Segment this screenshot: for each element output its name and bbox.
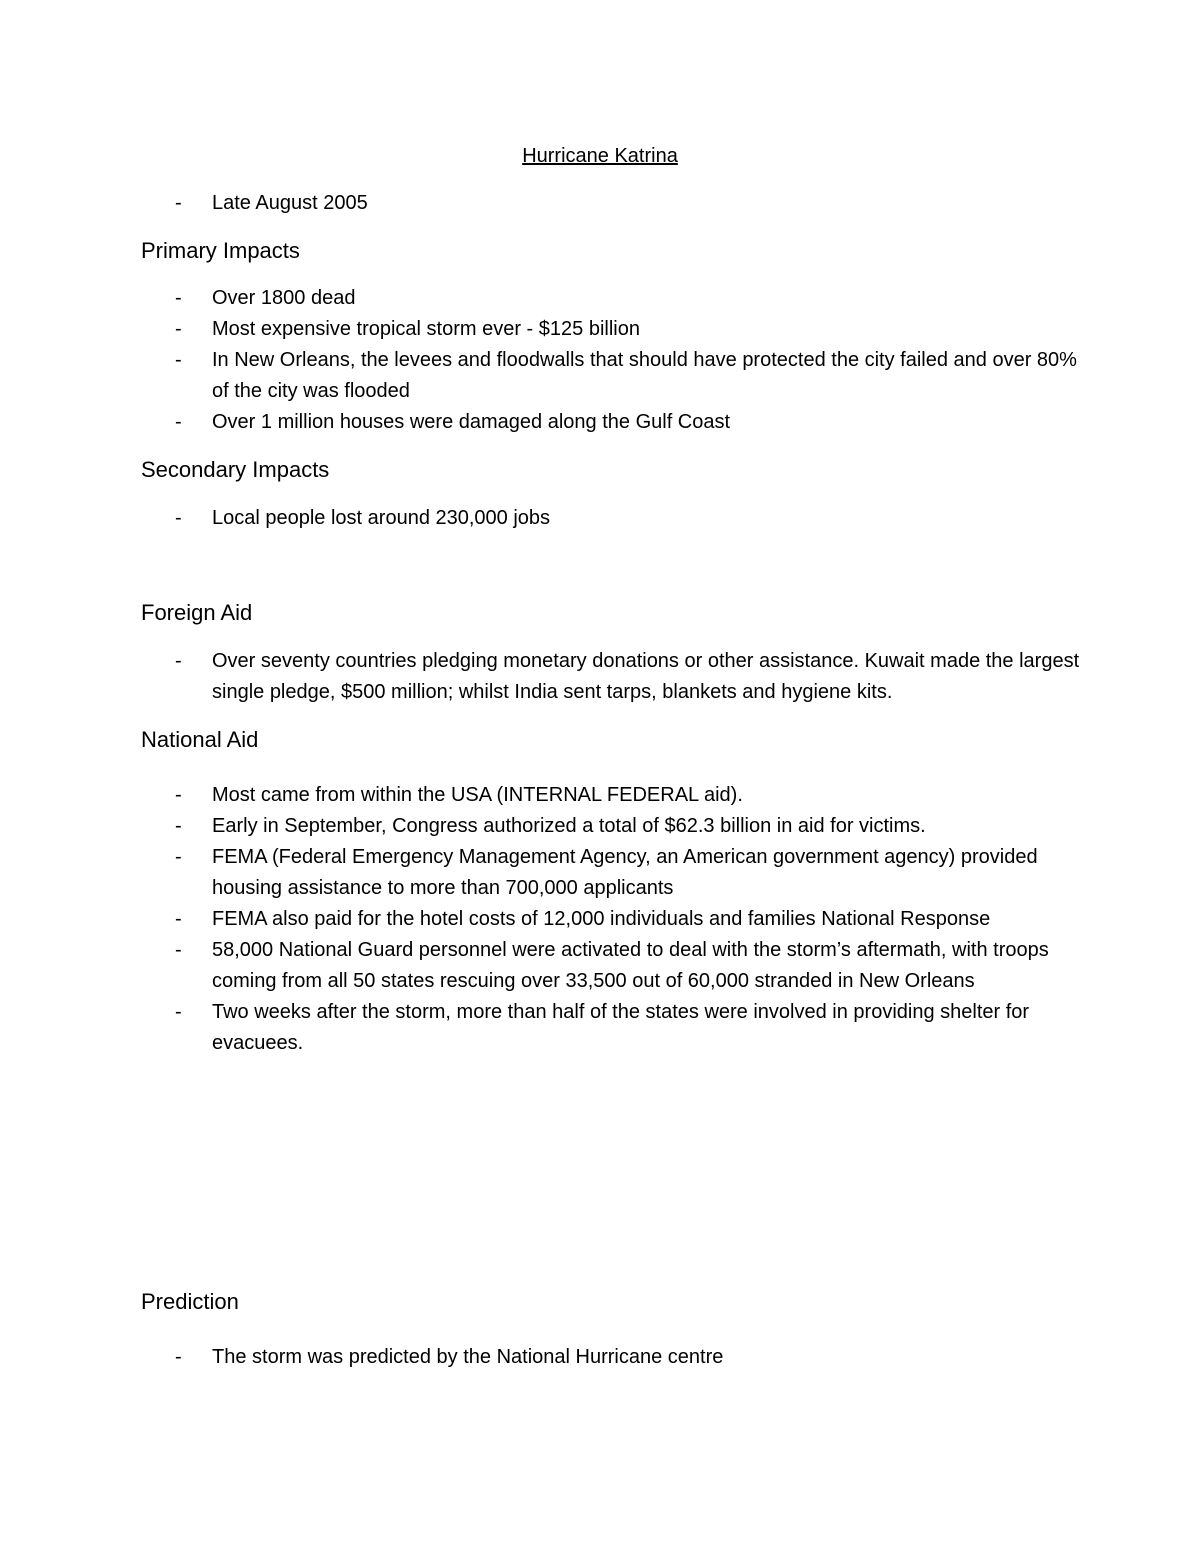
bullet-dash: - — [175, 192, 182, 214]
list-item-text: In New Orleans, the levees and floodwalls that should have protected the city failed and over 80% of the city was flooded — [212, 349, 1077, 402]
bullet-dash: - — [175, 318, 182, 340]
list-item-text: The storm was predicted by the National Hurricane centre — [212, 1346, 724, 1368]
list-item-text: Over 1 million houses were damaged along the Gulf Coast — [212, 411, 731, 433]
section-heading-prediction: Prediction — [141, 1289, 239, 1314]
section-heading-foreign-aid: Foreign Aid — [141, 600, 253, 625]
list-item-text: FEMA (Federal Emergency Management Agency, an American government agency) provided housing assistance to more than 700,000 applicants — [212, 846, 1038, 899]
list-item — [0, 935, 1200, 997]
list-item — [0, 997, 1200, 1059]
intro-list — [0, 188, 1200, 219]
list-item — [0, 904, 1200, 935]
section-heading-primary-impacts: Primary Impacts — [141, 238, 300, 263]
list-item — [0, 646, 1200, 708]
list-item — [0, 780, 1200, 811]
list-item-text: Late August 2005 — [212, 192, 368, 214]
secondary-impacts-list — [0, 503, 1200, 534]
bullet-dash: - — [175, 815, 182, 837]
list-item-text: Most expensive tropical storm ever - $125 billion — [212, 318, 640, 340]
bullet-dash: - — [175, 650, 182, 672]
bullet-dash: - — [175, 939, 182, 961]
list-item-text: Two weeks after the storm, more than half of the states were involved in providing shelter for evacuees. — [212, 1001, 1030, 1054]
list-item — [0, 407, 1200, 438]
list-item-text: Most came from within the USA (INTERNAL FEDERAL aid). — [212, 784, 743, 806]
document-title: Hurricane Katrina — [522, 145, 678, 167]
bullet-dash: - — [175, 507, 182, 529]
bullet-dash: - — [175, 908, 182, 930]
bullet-dash: - — [175, 349, 182, 371]
list-item — [0, 188, 1200, 219]
list-item — [0, 345, 1200, 407]
list-item — [0, 1342, 1200, 1373]
list-item — [0, 842, 1200, 904]
list-item — [0, 314, 1200, 345]
section-heading-national-aid: National Aid — [141, 727, 259, 752]
list-item-text: 58,000 National Guard personnel were activated to deal with the storm’s aftermath, with troops coming from all 50 states rescuing over 33,500 out of 60,000 stranded in New Orleans — [212, 939, 1049, 992]
section-heading-secondary-impacts: Secondary Impacts — [141, 457, 330, 482]
list-item — [0, 811, 1200, 842]
list-item-text: Over 1800 dead — [212, 287, 356, 309]
bullet-dash: - — [175, 411, 182, 433]
bullet-dash: - — [175, 784, 182, 806]
prediction-list — [0, 1342, 1200, 1373]
list-item-text: Over seventy countries pledging monetary donations or other assistance. Kuwait made the largest single pledge, $500 million; whilst India sent tarps, blankets and hygiene kits. — [212, 650, 1080, 703]
list-item-text: FEMA also paid for the hotel costs of 12,000 individuals and families National Response — [212, 908, 991, 930]
list-item-text: Local people lost around 230,000 jobs — [212, 507, 551, 529]
bullet-dash: - — [175, 1001, 182, 1023]
national-aid-list — [0, 780, 1200, 1059]
bullet-dash: - — [175, 846, 182, 868]
list-item-text: Early in September, Congress authorized a total of $62.3 billion in aid for victims. — [212, 815, 926, 837]
primary-impacts-list — [0, 283, 1200, 438]
foreign-aid-list — [0, 646, 1200, 708]
bullet-dash: - — [175, 287, 182, 309]
list-item — [0, 283, 1200, 314]
list-item — [0, 503, 1200, 534]
bullet-dash: - — [175, 1346, 182, 1368]
